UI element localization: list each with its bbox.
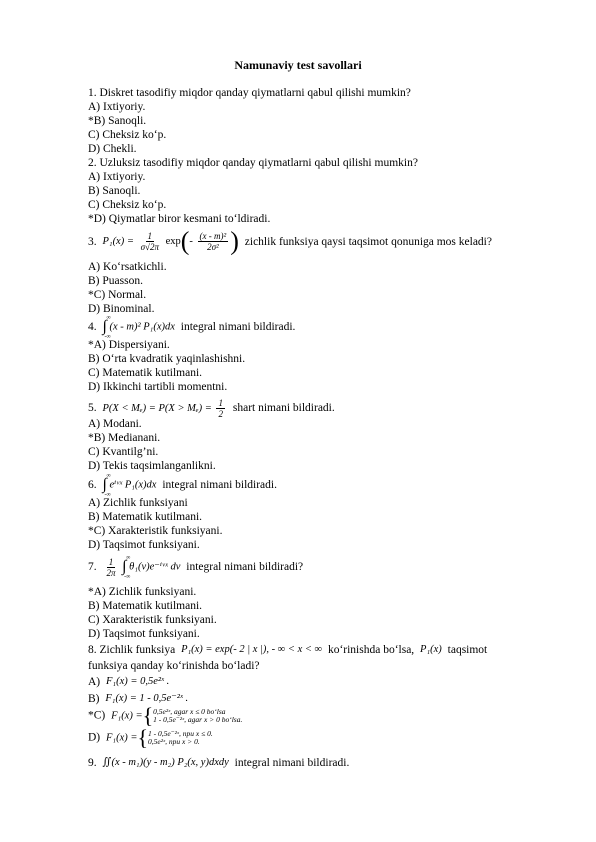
q6-option-d: D) Taqsimot funksiyani. [88,539,200,551]
inverse-transform-integral: $\frac{1}{2\pi}$ ∞ ∫ -∞ θ₁(v)e⁻ⁱᵛˣ dv [106,555,181,580]
q8-option-a: A) F₁(x) = 0,5e²ˣ . [88,676,170,688]
characteristic-integral: ∞ ∫ -∞ eⁱᵛˣ P₁(x)dx [102,473,157,498]
question-8-cont: funksiya qanday ko‘rinishda bo‘ladi? [88,660,260,672]
q3-option-c: *C) Normal. [88,289,147,301]
q5-option-b: *B) Medianani. [88,432,161,444]
normal-density-formula: P₁(x) = $\frac{1}{\sigma√2\pi}$ exp(- $\frac{\text{(x - m)²}}{\text{2σ²}}$ ) [102,226,239,256]
q2-option-d: *D) Qiymatlar biror kesmani to‘ldiradi. [88,213,271,225]
q8-option-c: *C) F₁(x) ={ 0,5e²ˣ, agar x ≤ 0 bo‘lsa 1 - 0,5e⁻²ˣ, agar x > 0 bo‘lsa. [88,703,243,728]
q5-option-d: D) Tekis taqsimlanganlikni. [88,460,216,472]
q3-option-b: B) Puasson. [88,275,143,287]
laplace-density-formula: P₁(x) = exp(- 2 | x |), - ∞ < x < ∞ [181,644,323,656]
q4-option-b: B) O‘rta kvadratik yaqinlashishni. [88,353,246,365]
q3-option-d: D) Binominal. [88,303,155,315]
median-condition: P(X < Mₑ) = P(X > Mₑ) = $\frac{1}{2}$ [102,398,223,419]
question-5: 5. P(X < Mₑ) = P(X > Mₑ) = $\frac{1}{2}$ shart nimani bildiradi. [88,398,335,419]
q5-option-c: C) Kvantilg’ni. [88,446,159,458]
question-7: 7. $\frac{1}{2\pi}$ ∞ ∫ -∞ θ₁(v)e⁻ⁱᵛˣ dv integral nimani bildiradi? [88,555,304,580]
q7-option-d: D) Taqsimot funksiyani. [88,628,200,640]
q7-option-a: *A) Zichlik funksiyani. [88,586,197,598]
q5-option-a: A) Modani. [88,418,142,430]
q1-option-d: D) Chekli. [88,143,137,155]
q1-option-c: C) Cheksiz ko‘p. [88,129,167,141]
q4-option-d: D) Ikkinchi tartibli momentni. [88,381,228,393]
q1-option-a: A) Ixtiyoriy. [88,101,146,113]
q7-option-c: C) Xarakteristik funksiyani. [88,614,217,626]
question-2: 2. Uzluksiz tasodifiy miqdor qanday qiymatlarni qabul qilishi mumkin? [88,157,418,169]
q6-option-b: B) Matematik kutilmani. [88,511,203,523]
question-1: 1. Diskret tasodifiy miqdor qanday qiymatlarni qabul qilishi mumkin? [88,87,411,99]
q8-option-d: D) F₁(x) ={ 1 - 0,5e⁻²ˣ, npu x ≤ 0. 0,5e²ˣ, npu x > 0. [88,725,213,750]
q1-option-b: *B) Sanoqli. [88,115,147,127]
question-3: 3. P₁(x) = $\frac{1}{\sigma√2\pi}$ exp(- $\frac{\text{(x - m)²}}{\text{2σ²}}$ ) zichlik funksiya qaysi taqsimot qonuniga mos keladi? [88,226,492,256]
q3-option-a: A) Ko‘rsatkichli. [88,261,167,273]
q4-option-c: C) Matematik kutilmani. [88,367,203,379]
q7-option-b: B) Matematik kutilmani. [88,600,203,612]
q2-option-c: C) Cheksiz ko‘p. [88,199,167,211]
q6-option-c: *C) Xarakteristik funksiyani. [88,525,223,537]
page-title: Namunaviy test savollari [234,58,362,72]
question-4: 4. ∞ ∫ -∞ (x - m)² P₁(x)dx integral nimani bildiradi. [88,315,296,340]
q8-option-b: B) F₁(x) = 1 - 0,5e⁻²ˣ . [88,693,189,705]
q2-option-b: B) Sanoqli. [88,185,141,197]
variance-integral: ∞ ∫ -∞ (x - m)² P₁(x)dx [102,315,175,340]
covariance-integral: ∬(x - m₁)(y - m₂) P₂(x, y)dxdy [102,757,229,769]
q4-option-a: *A) Dispersiyani. [88,339,170,351]
question-6: 6. ∞ ∫ -∞ eⁱᵛˣ P₁(x)dx integral nimani bildiradi. [88,473,277,498]
q2-option-a: A) Ixtiyoriy. [88,171,146,183]
question-8: 8. Zichlik funksiya P₁(x) = exp(- 2 | x |), - ∞ < x < ∞ ko‘rinishda bo‘lsa, P₁(x) taqsimot [88,644,488,656]
q6-option-a: A) Zichlik funksiyani [88,497,188,509]
question-9: 9. ∬(x - m₁)(y - m₂) P₂(x, y)dxdy integral nimani bildiradi. [88,757,350,769]
